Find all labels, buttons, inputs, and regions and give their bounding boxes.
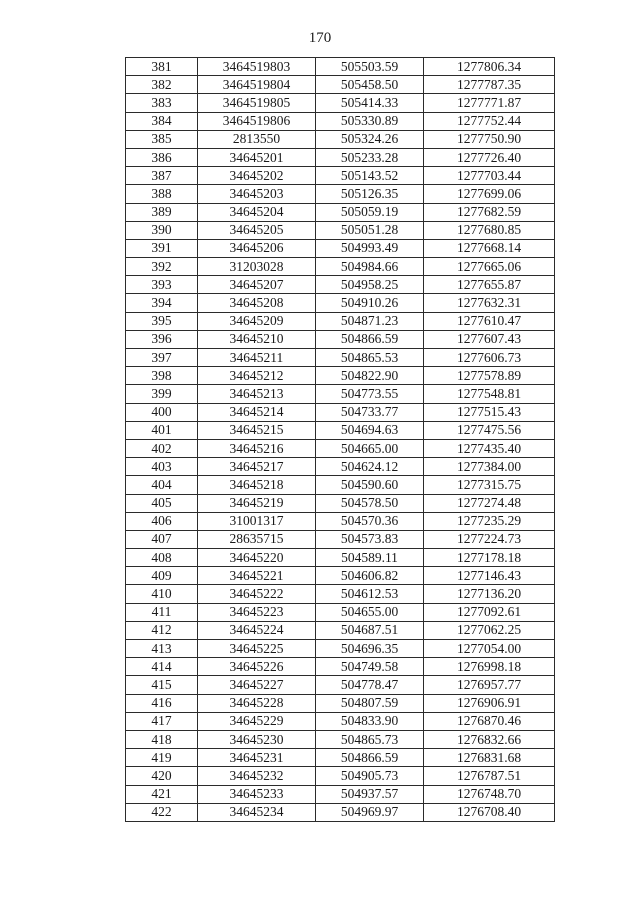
x-coordinate-cell: 504778.47: [316, 676, 424, 694]
coordinates-table: [125, 57, 555, 822]
point-number-cell: 385: [126, 130, 198, 148]
y-coordinate-cell: 1277607.43: [424, 330, 555, 348]
x-coordinate-cell: 505233.28: [316, 148, 424, 166]
point-id-cell: 34645213: [198, 385, 316, 403]
point-id-cell: 34645223: [198, 603, 316, 621]
point-id-cell: 34645214: [198, 403, 316, 421]
x-coordinate-cell: 504590.60: [316, 476, 424, 494]
x-coordinate-cell: 505458.50: [316, 76, 424, 94]
table-row: [126, 730, 555, 748]
point-id-cell: 34645203: [198, 185, 316, 203]
table-row: [126, 785, 555, 803]
point-number-cell: 388: [126, 185, 198, 203]
y-coordinate-cell: 1276906.91: [424, 694, 555, 712]
point-id-cell: 34645230: [198, 730, 316, 748]
y-coordinate-cell: 1277606.73: [424, 349, 555, 367]
point-number-cell: 411: [126, 603, 198, 621]
point-number-cell: 399: [126, 385, 198, 403]
table-row: [126, 349, 555, 367]
point-number-cell: 397: [126, 349, 198, 367]
point-id-cell: 34645231: [198, 749, 316, 767]
y-coordinate-cell: 1277655.87: [424, 276, 555, 294]
point-id-cell: 31001317: [198, 512, 316, 530]
x-coordinate-cell: 504866.59: [316, 330, 424, 348]
x-coordinate-cell: 505330.89: [316, 112, 424, 130]
y-coordinate-cell: 1277806.34: [424, 58, 555, 76]
point-id-cell: 34645234: [198, 803, 316, 821]
y-coordinate-cell: 1277610.47: [424, 312, 555, 330]
y-coordinate-cell: 1277315.75: [424, 476, 555, 494]
point-id-cell: 34645222: [198, 585, 316, 603]
x-coordinate-cell: 504749.58: [316, 658, 424, 676]
x-coordinate-cell: 504910.26: [316, 294, 424, 312]
table-row: [126, 367, 555, 385]
point-id-cell: 3464519803: [198, 58, 316, 76]
y-coordinate-cell: 1277274.48: [424, 494, 555, 512]
table-row: [126, 530, 555, 548]
x-coordinate-cell: 504570.36: [316, 512, 424, 530]
y-coordinate-cell: 1277750.90: [424, 130, 555, 148]
coordinates-table-body: [126, 58, 555, 822]
x-coordinate-cell: 504733.77: [316, 403, 424, 421]
table-row: [126, 185, 555, 203]
table-row: [126, 330, 555, 348]
table-row: [126, 767, 555, 785]
y-coordinate-cell: 1277787.35: [424, 76, 555, 94]
point-id-cell: 34645218: [198, 476, 316, 494]
table-row: [126, 494, 555, 512]
x-coordinate-cell: 505324.26: [316, 130, 424, 148]
point-number-cell: 381: [126, 58, 198, 76]
point-id-cell: 2813550: [198, 130, 316, 148]
point-number-cell: 422: [126, 803, 198, 821]
table-row: [126, 803, 555, 821]
x-coordinate-cell: 505059.19: [316, 203, 424, 221]
table-row: [126, 130, 555, 148]
point-id-cell: 34645232: [198, 767, 316, 785]
x-coordinate-cell: 504865.53: [316, 349, 424, 367]
x-coordinate-cell: 504578.50: [316, 494, 424, 512]
point-id-cell: 34645201: [198, 148, 316, 166]
point-number-cell: 391: [126, 239, 198, 257]
table-row: [126, 312, 555, 330]
y-coordinate-cell: 1276870.46: [424, 712, 555, 730]
y-coordinate-cell: 1276998.18: [424, 658, 555, 676]
y-coordinate-cell: 1277703.44: [424, 167, 555, 185]
point-id-cell: 28635715: [198, 530, 316, 548]
point-number-cell: 400: [126, 403, 198, 421]
x-coordinate-cell: 504937.57: [316, 785, 424, 803]
point-number-cell: 387: [126, 167, 198, 185]
point-id-cell: 34645226: [198, 658, 316, 676]
point-number-cell: 420: [126, 767, 198, 785]
x-coordinate-cell: 504833.90: [316, 712, 424, 730]
point-number-cell: 383: [126, 94, 198, 112]
point-id-cell: 34645206: [198, 239, 316, 257]
table-row: [126, 276, 555, 294]
table-row: [126, 603, 555, 621]
point-number-cell: 419: [126, 749, 198, 767]
table-row: [126, 439, 555, 457]
point-id-cell: 34645210: [198, 330, 316, 348]
point-number-cell: 404: [126, 476, 198, 494]
point-number-cell: 416: [126, 694, 198, 712]
y-coordinate-cell: 1276787.51: [424, 767, 555, 785]
point-id-cell: 34645228: [198, 694, 316, 712]
table-row: [126, 421, 555, 439]
point-id-cell: 34645219: [198, 494, 316, 512]
y-coordinate-cell: 1276957.77: [424, 676, 555, 694]
point-id-cell: 34645225: [198, 640, 316, 658]
table-row: [126, 258, 555, 276]
x-coordinate-cell: 505051.28: [316, 221, 424, 239]
page-number: 170: [308, 30, 332, 46]
table-row: [126, 148, 555, 166]
point-id-cell: 34645202: [198, 167, 316, 185]
x-coordinate-cell: 504694.63: [316, 421, 424, 439]
x-coordinate-cell: 504573.83: [316, 530, 424, 548]
table-row: [126, 76, 555, 94]
point-number-cell: 418: [126, 730, 198, 748]
y-coordinate-cell: 1277548.81: [424, 385, 555, 403]
point-number-cell: 396: [126, 330, 198, 348]
x-coordinate-cell: 504984.66: [316, 258, 424, 276]
x-coordinate-cell: 504655.00: [316, 603, 424, 621]
x-coordinate-cell: 504822.90: [316, 367, 424, 385]
table-row: [126, 403, 555, 421]
table-row: [126, 512, 555, 530]
point-id-cell: 34645209: [198, 312, 316, 330]
point-number-cell: 405: [126, 494, 198, 512]
point-id-cell: 34645220: [198, 549, 316, 567]
table-row: [126, 694, 555, 712]
x-coordinate-cell: 505143.52: [316, 167, 424, 185]
y-coordinate-cell: 1276708.40: [424, 803, 555, 821]
table-row: [126, 585, 555, 603]
point-id-cell: 3464519805: [198, 94, 316, 112]
x-coordinate-cell: 504958.25: [316, 276, 424, 294]
y-coordinate-cell: 1277384.00: [424, 458, 555, 476]
table-row: [126, 239, 555, 257]
point-number-cell: 395: [126, 312, 198, 330]
table-row: [126, 385, 555, 403]
point-id-cell: 34645221: [198, 567, 316, 585]
point-id-cell: 34645208: [198, 294, 316, 312]
y-coordinate-cell: 1277146.43: [424, 567, 555, 585]
y-coordinate-cell: 1277475.56: [424, 421, 555, 439]
x-coordinate-cell: 504905.73: [316, 767, 424, 785]
point-id-cell: 34645211: [198, 349, 316, 367]
x-coordinate-cell: 504665.00: [316, 439, 424, 457]
y-coordinate-cell: 1277515.43: [424, 403, 555, 421]
x-coordinate-cell: 504865.73: [316, 730, 424, 748]
point-id-cell: 31203028: [198, 258, 316, 276]
point-id-cell: 34645227: [198, 676, 316, 694]
table-row: [126, 749, 555, 767]
y-coordinate-cell: 1277699.06: [424, 185, 555, 203]
table-row: [126, 476, 555, 494]
table-row: [126, 58, 555, 76]
point-id-cell: 34645205: [198, 221, 316, 239]
point-number-cell: 392: [126, 258, 198, 276]
point-id-cell: 34645215: [198, 421, 316, 439]
y-coordinate-cell: 1276831.68: [424, 749, 555, 767]
y-coordinate-cell: 1277726.40: [424, 148, 555, 166]
point-number-cell: 412: [126, 621, 198, 639]
table-row: [126, 203, 555, 221]
x-coordinate-cell: 504807.59: [316, 694, 424, 712]
x-coordinate-cell: 505414.33: [316, 94, 424, 112]
x-coordinate-cell: 504773.55: [316, 385, 424, 403]
point-number-cell: 398: [126, 367, 198, 385]
y-coordinate-cell: 1277680.85: [424, 221, 555, 239]
y-coordinate-cell: 1277092.61: [424, 603, 555, 621]
x-coordinate-cell: 504871.23: [316, 312, 424, 330]
y-coordinate-cell: 1277435.40: [424, 439, 555, 457]
point-number-cell: 414: [126, 658, 198, 676]
y-coordinate-cell: 1277682.59: [424, 203, 555, 221]
y-coordinate-cell: 1277665.06: [424, 258, 555, 276]
y-coordinate-cell: 1276832.66: [424, 730, 555, 748]
x-coordinate-cell: 504624.12: [316, 458, 424, 476]
point-number-cell: 406: [126, 512, 198, 530]
point-number-cell: 413: [126, 640, 198, 658]
y-coordinate-cell: 1277632.31: [424, 294, 555, 312]
point-number-cell: 386: [126, 148, 198, 166]
point-number-cell: 410: [126, 585, 198, 603]
y-coordinate-cell: 1277668.14: [424, 239, 555, 257]
point-number-cell: 382: [126, 76, 198, 94]
x-coordinate-cell: 504606.82: [316, 567, 424, 585]
x-coordinate-cell: 505126.35: [316, 185, 424, 203]
table-row: [126, 658, 555, 676]
x-coordinate-cell: 504866.59: [316, 749, 424, 767]
point-number-cell: 393: [126, 276, 198, 294]
table-row: [126, 621, 555, 639]
point-number-cell: 402: [126, 439, 198, 457]
x-coordinate-cell: 504969.97: [316, 803, 424, 821]
table-row: [126, 567, 555, 585]
point-id-cell: 34645224: [198, 621, 316, 639]
table-row: [126, 94, 555, 112]
point-number-cell: 415: [126, 676, 198, 694]
y-coordinate-cell: 1277235.29: [424, 512, 555, 530]
table-row: [126, 712, 555, 730]
x-coordinate-cell: 504612.53: [316, 585, 424, 603]
point-number-cell: 409: [126, 567, 198, 585]
table-row: [126, 640, 555, 658]
point-number-cell: 417: [126, 712, 198, 730]
point-id-cell: 34645212: [198, 367, 316, 385]
point-number-cell: 421: [126, 785, 198, 803]
table-row: [126, 221, 555, 239]
y-coordinate-cell: 1277178.18: [424, 549, 555, 567]
point-id-cell: 3464519806: [198, 112, 316, 130]
point-number-cell: 407: [126, 530, 198, 548]
point-id-cell: 34645217: [198, 458, 316, 476]
point-id-cell: 34645204: [198, 203, 316, 221]
x-coordinate-cell: 504687.51: [316, 621, 424, 639]
x-coordinate-cell: 504589.11: [316, 549, 424, 567]
point-number-cell: 390: [126, 221, 198, 239]
y-coordinate-cell: 1277752.44: [424, 112, 555, 130]
point-id-cell: 34645233: [198, 785, 316, 803]
point-id-cell: 34645216: [198, 439, 316, 457]
table-row: [126, 167, 555, 185]
point-id-cell: 3464519804: [198, 76, 316, 94]
table-row: [126, 549, 555, 567]
y-coordinate-cell: 1277062.25: [424, 621, 555, 639]
y-coordinate-cell: 1277054.00: [424, 640, 555, 658]
x-coordinate-cell: 505503.59: [316, 58, 424, 76]
y-coordinate-cell: 1277136.20: [424, 585, 555, 603]
x-coordinate-cell: 504696.35: [316, 640, 424, 658]
table-row: [126, 112, 555, 130]
point-id-cell: 34645229: [198, 712, 316, 730]
y-coordinate-cell: 1277224.73: [424, 530, 555, 548]
table-row: [126, 458, 555, 476]
table-row: [126, 676, 555, 694]
point-number-cell: 384: [126, 112, 198, 130]
point-id-cell: 34645207: [198, 276, 316, 294]
point-number-cell: 408: [126, 549, 198, 567]
point-number-cell: 403: [126, 458, 198, 476]
y-coordinate-cell: 1277578.89: [424, 367, 555, 385]
x-coordinate-cell: 504993.49: [316, 239, 424, 257]
point-number-cell: 389: [126, 203, 198, 221]
y-coordinate-cell: 1276748.70: [424, 785, 555, 803]
point-number-cell: 394: [126, 294, 198, 312]
point-number-cell: 401: [126, 421, 198, 439]
y-coordinate-cell: 1277771.87: [424, 94, 555, 112]
table-row: [126, 294, 555, 312]
